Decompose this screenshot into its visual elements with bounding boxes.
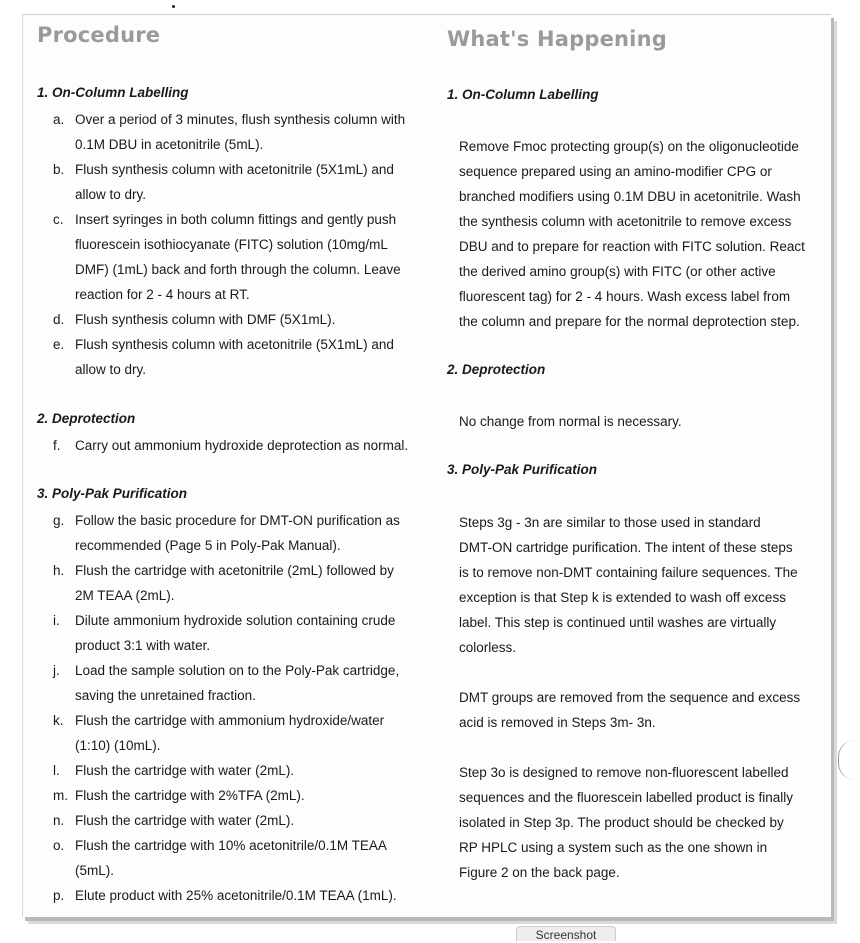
paragraph-purification-3: Step 3o is designed to remove non-fluorescent labelled sequences and the fluorescein labelled product is finally isolated in Step 3p. The product should be checked by RP HPLC using a system such as the one shown in Figure 2 on the back page. [459,765,793,880]
procedure-heading: Procedure [37,23,161,47]
stray-dot [172,5,175,8]
screenshot-tab[interactable]: Screenshot [516,926,616,941]
procedure-section-2-title: 2. Deprotection [37,411,136,426]
paragraph-purification-1: Steps 3g - 3n are similar to those used in standard DMT-ON cartridge purification. The intent of these steps is to remove non-DMT containing failure sequences. The exception is that Step k is extended to wash off excess label. This step is continued until washes are virtually colorless. [459,515,798,655]
whats-happening-section-1-title: 1. On-Column Labelling [447,87,599,102]
whats-happening-section-3-title: 3. Poly-Pak Purification [447,462,598,477]
whats-happening-heading: What's Happening [447,27,667,51]
document-page: Procedure 1. On-Column Labelling a. Over a period of 3 minutes, flush synthesis column with 0.1M DBU in acetonitrile (5mL). b. Flush synthesis column with acetonitrile (5X1mL) and allow to dry. c. Insert syringes in both column fittings and gently push fluorescein isothiocyanate (FITC) solution (10mg/mL DMF) (1mL) back and forth through the column. Leave reaction for 2 - 4 hours at RT. d. Flush synthesis column with DMF (5X1mL). e. Flush synthesis column with acetonitrile (5X1mL) and allow to dry. 2. Deprotection f. Carry out ammonium hydroxide deprotection as normal. 3. Poly-Pak Purification g. Follow the basic procedure for DMT-ON purification as recommended (Page 5 in Poly-Pak Manual). h. Flush the cartridge with acetonitrile (2mL) followed by 2M TEAA (2mL). i. Dilute ammonium hydroxide solution containing crude product 3:1 with water. j. Load the sample solution on to the Poly-Pak cartridge, saving the unretained fraction. k. Flush the cartridge with ammonium hydroxide/water (1:10) (10mL). l. Flush the cartridge with water (2mL). m. Flush the cartridge with 2%TFA (2mL). n. Flush the cartridge with water (2mL). o. Flush the cartridge with 10% acetonitrile/0.1M TEAA (5mL). p. Elute product with 25% acetonitrile/0.1M TEAA (1mL). What's Happening 1. On-Column Labelling Remove Fmoc protecting group(s) on the oligonucleotide sequence prepared using an amino-modifier CPG or branched modifiers using 0.1M DBU in acetonitrile. Wash the synthesis column with acetonitrile to remove excess DBU and to prepare for reaction with FITC solution. React the derived amino group(s) with FITC (or other active fluorescent tag) for 2 - 4 hours. Wash excess label from the column and prepare for the normal deprotection step. 2. Deprotection No change from normal is necessary. 3. Poly-Pak Purification Steps 3g - 3n are similar to those used in standard DMT-ON cartridge purification. The intent of these steps is to remove non-DMT containing failure sequences. The exception is that Step k is extended to wash off excess label. This step is continued until washes are virtually colorless. DMT groups are removed from the sequence and excess acid is removed in Steps 3m- 3n. Step 3o is designed to remove non-fluorescent labelled sequences and the fluorescein labelled product is finally isolated in Step 3p. The product should be checked by RP HPLC using a system such as the one shown in Figure 2 on the back page. [22,14,831,917]
paragraph-purification-2: DMT groups are removed from the sequence and excess acid is removed in Steps 3m- 3n. [459,690,801,730]
paragraph-labelling: Remove Fmoc protecting group(s) on the oligonucleotide sequence prepared using an amino-modifier CPG or branched modifiers using 0.1M DBU in acetonitrile. Wash the synthesis column with acetonitrile to remove excess DBU and to prepare for reaction with FITC solution. React the derived amino group(s) with FITC (or other active fluorescent tag) for 2 - 4 hours. Wash excess label from the column and prepare for the normal deprotection step. [459,139,805,329]
paragraph-deprotection: No change from normal is necessary. [459,414,682,429]
page-curl-mark [838,740,855,780]
procedure-section-1-title: 1. On-Column Labelling [37,85,189,100]
whats-happening-section-2-title: 2. Deprotection [447,362,546,377]
procedure-section-3-title: 3. Poly-Pak Purification [37,486,188,501]
